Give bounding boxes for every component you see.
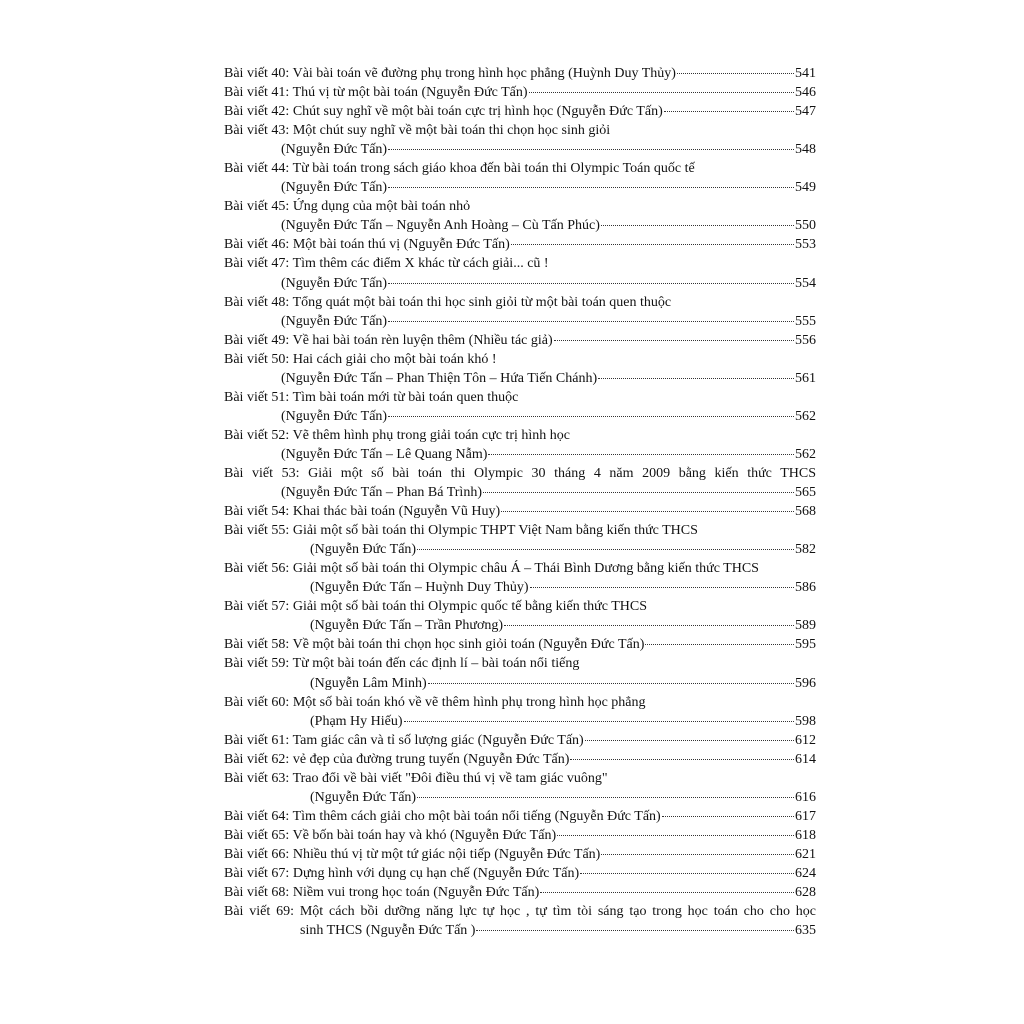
dot-leader (511, 244, 794, 245)
toc-entry[interactable] (224, 826, 816, 845)
toc-entry[interactable] (224, 731, 816, 750)
entry-label: Bài viết 67: (224, 865, 290, 881)
entry-label: Bài viết 60: (224, 694, 290, 710)
entry-label: Bài viết 56: (224, 561, 290, 577)
table-of-contents (224, 64, 816, 940)
entry-title: Giải một số bài toán thi Olympic THPT Việt Nam bằng kiến thức THCS (292, 523, 698, 539)
toc-entry-continuation (224, 407, 816, 426)
entry-title: Giải một số bài toán thi Olympic quốc tế bằng kiến thức THCS (292, 599, 647, 615)
page-number: 547 (795, 104, 816, 120)
entry-label: Bài viết 59: (224, 656, 290, 672)
dot-leader (645, 644, 794, 645)
dot-leader (530, 587, 794, 588)
entry-authors: (Nguyễn Đức Tấn) (310, 542, 417, 558)
page-number: 618 (795, 827, 816, 843)
toc-entry-continuation (224, 921, 816, 940)
toc-entry-line (224, 235, 816, 254)
entry-label: Bài viết 66: (224, 846, 290, 862)
entry-label: Bài viết 47: (224, 256, 290, 272)
dot-leader (662, 816, 794, 817)
page-number: 562 (795, 408, 816, 424)
dot-leader (580, 873, 794, 874)
toc-entry-line (224, 83, 816, 102)
toc-entry-line (224, 559, 816, 578)
toc-entry-line (224, 769, 816, 788)
entry-title: Về bốn bài toán hay và khó (Nguyễn Đức Tấn) (292, 827, 557, 843)
toc-entry-line (224, 121, 816, 140)
toc-entry-continuation (224, 312, 816, 331)
toc-entry-line (224, 331, 816, 350)
page-number: 612 (795, 732, 816, 748)
entry-label: Bài viết 62: (224, 751, 290, 767)
toc-entry-heading (224, 559, 759, 578)
page-number: 541 (795, 66, 816, 81)
entry-authors: (Nguyễn Đức Tấn) (281, 408, 388, 424)
entry-title: Vẽ thêm hình phụ trong giải toán cực trị hình học (292, 427, 570, 443)
toc-entry-line (224, 902, 816, 921)
toc-entry-continuation (224, 216, 816, 235)
toc-entry-heading (224, 845, 600, 864)
entry-title: Trao đổi về bài viết "Đôi điều thú vị về tam giác vuông" (292, 770, 608, 786)
entry-title: Một bài toán thú vị (Nguyễn Đức Tấn) (292, 237, 510, 253)
toc-entry[interactable] (224, 845, 816, 864)
toc-entry-heading (224, 826, 556, 845)
toc-entry-heading (224, 235, 510, 254)
entry-authors: (Nguyễn Đức Tấn) (281, 313, 388, 329)
dot-leader (483, 492, 794, 493)
toc-entry-heading (224, 426, 570, 445)
toc-entry-line (224, 426, 816, 445)
toc-entry[interactable] (224, 750, 816, 769)
dot-leader (428, 683, 794, 684)
entry-label: Bài viết 51: (224, 389, 290, 405)
entry-title: Khai thác bài toán (Nguyễn Vũ Huy) (292, 504, 501, 520)
page-number: 548 (795, 142, 816, 158)
toc-entry-line (224, 826, 816, 845)
toc-entry-heading (224, 331, 553, 350)
entry-title: Thú vị từ một bài toán (Nguyễn Đức Tấn) (292, 85, 528, 101)
toc-entry-line (224, 883, 816, 902)
dot-leader (554, 340, 794, 341)
toc-entry[interactable] (224, 64, 816, 83)
entry-authors: (Nguyễn Đức Tấn) (281, 142, 388, 158)
toc-entry-heading (224, 731, 584, 750)
entry-title: Một chút suy nghĩ về một bài toán thi chọn học sinh giỏi (292, 123, 611, 139)
entry-title: Tổng quát một bài toán thi học sinh giỏi từ một bài toán quen thuộc (292, 294, 672, 310)
entry-authors: (Nguyễn Đức Tấn) (281, 275, 388, 291)
entry-authors: (Nguyễn Đức Tấn – Huỳnh Duy Thủy) (310, 580, 529, 596)
entry-title: Giải một số bài toán thi Olympic 30 tháng 4 năm 2009 bằng kiến thức THCS (308, 465, 817, 481)
entry-title: Về một bài toán thi chọn học sinh giỏi toán (Nguyễn Đức Tấn) (292, 637, 645, 653)
entry-authors: sinh THCS (Nguyễn Đức Tấn ) (300, 923, 476, 939)
toc-entry[interactable] (224, 331, 816, 350)
entry-title: Vài bài toán vẽ đường phụ trong hình học phẳng (Huỳnh Duy Thủy) (292, 66, 676, 81)
page-number: 550 (795, 218, 816, 234)
page-number: 568 (795, 504, 816, 520)
toc-entry[interactable] (224, 159, 816, 197)
toc-entry-line (224, 388, 816, 407)
toc-entry-line (224, 654, 816, 673)
toc-entry[interactable] (224, 254, 816, 292)
entry-authors: (Nguyễn Đức Tấn – Lê Quang Nẫm) (281, 446, 488, 462)
entry-title: Về hai bài toán rèn luyện thêm (Nhiều tác giả) (292, 332, 553, 348)
toc-entry-heading (224, 102, 663, 121)
toc-entry[interactable] (224, 197, 816, 235)
toc-entry-line (224, 159, 816, 178)
entry-label: Bài viết 41: (224, 85, 290, 101)
page-number: 565 (795, 485, 816, 501)
toc-entry[interactable] (224, 426, 816, 464)
toc-entry-line (224, 502, 816, 521)
entry-label: Bài viết 45: (224, 199, 290, 215)
entry-title: Một cách bồi dưỡng năng lực tự học , tự tìm tòi sáng tạo trong học toán cho cho học (299, 904, 816, 920)
entry-title: Hai cách giải cho một bài toán khó ! (292, 351, 497, 367)
entry-title: Ứng dụng của một bài toán nhỏ (292, 199, 471, 215)
entry-label: Bài viết 42: (224, 104, 290, 120)
dot-leader (488, 454, 794, 455)
toc-entry-line (224, 635, 816, 654)
entry-label: Bài viết 52: (224, 427, 290, 443)
entry-title: Dựng hình với dụng cụ hạn chế (Nguyễn Đức Tấn) (292, 865, 580, 881)
toc-entry-heading (224, 597, 647, 616)
page-number: 621 (795, 846, 816, 862)
page-number: 554 (795, 275, 816, 291)
dot-leader (570, 759, 794, 760)
dot-leader (388, 321, 794, 322)
entry-authors: (Nguyễn Đức Tấn – Trần Phương) (310, 618, 504, 634)
entry-label: Bài viết 61: (224, 732, 290, 748)
toc-entry-line (224, 750, 816, 769)
dot-leader (404, 721, 794, 722)
toc-entry-heading (224, 388, 518, 407)
toc-entry-heading (224, 293, 671, 312)
entry-label: Bài viết 68: (224, 885, 290, 901)
page-number: 628 (795, 885, 816, 901)
toc-entry-continuation (224, 140, 816, 159)
toc-entry-line (224, 845, 816, 864)
entry-label: Bài viết 65: (224, 827, 290, 843)
toc-entry-line (224, 693, 816, 712)
toc-entry-heading (224, 64, 676, 83)
entry-label: Bài viết 54: (224, 504, 290, 520)
toc-entry-continuation (224, 674, 816, 693)
dot-leader (388, 283, 794, 284)
page-number: 556 (795, 332, 816, 348)
toc-entry[interactable] (224, 864, 816, 883)
toc-entry[interactable] (224, 635, 816, 654)
entry-label: Bài viết 57: (224, 599, 290, 615)
dot-leader (388, 187, 794, 188)
toc-entry-heading (224, 902, 816, 921)
toc-entry[interactable] (224, 235, 816, 254)
toc-entry-line (224, 807, 816, 826)
page-number: 598 (795, 713, 816, 729)
entry-label: Bài viết 46: (224, 237, 290, 253)
dot-leader (529, 92, 794, 93)
toc-entry-continuation (224, 788, 816, 807)
entry-title: Tam giác cân và tỉ số lượng giác (Nguyễn Đức Tấn) (292, 732, 584, 748)
toc-entry-line (224, 102, 816, 121)
toc-entry[interactable] (224, 902, 816, 940)
toc-entry-heading (224, 83, 528, 102)
entry-label: Bài viết 50: (224, 351, 290, 367)
toc-entry[interactable] (224, 102, 816, 121)
entry-label: Bài viết 40: (224, 66, 290, 81)
toc-entry-line (224, 731, 816, 750)
toc-entry[interactable] (224, 597, 816, 635)
toc-entry-heading (224, 807, 661, 826)
toc-entry-continuation (224, 369, 816, 388)
toc-entry-heading (224, 693, 646, 712)
toc-entry-line (224, 293, 816, 312)
toc-entry[interactable] (224, 83, 816, 102)
toc-entry-heading (224, 883, 539, 902)
entry-title: Giải một số bài toán thi Olympic châu Á – Thái Bình Dương bằng kiến thức THCS (292, 561, 759, 577)
entry-label: Bài viết 64: (224, 808, 290, 824)
toc-entry-heading (224, 121, 610, 140)
toc-entry-continuation (224, 578, 816, 597)
toc-entry[interactable] (224, 388, 816, 426)
toc-entry-line (224, 597, 816, 616)
page-number: 546 (795, 85, 816, 101)
page-number: 617 (795, 808, 816, 824)
toc-entry[interactable] (224, 350, 816, 388)
entry-authors: (Nguyễn Đức Tấn – Phan Thiện Tôn – Hứa Tiến Chánh) (281, 370, 598, 386)
toc-entry-continuation (224, 540, 816, 559)
toc-entry-heading (224, 197, 470, 216)
toc-entry-heading (224, 750, 569, 769)
entry-title: Từ bài toán trong sách giáo khoa đến bài toán thi Olympic Toán quốc tế (292, 161, 695, 177)
dot-leader (598, 378, 794, 379)
dot-leader (476, 930, 794, 931)
toc-entry[interactable] (224, 654, 816, 692)
toc-entry[interactable] (224, 464, 816, 502)
dot-leader (388, 416, 794, 417)
entry-label: Bài viết 63: (224, 770, 290, 786)
entry-authors: (Nguyễn Đức Tấn – Phan Bá Trình) (281, 485, 482, 501)
toc-entry-heading (224, 502, 500, 521)
page-number: 549 (795, 180, 816, 196)
entry-authors: (Nguyễn Lâm Minh) (310, 675, 427, 691)
dot-leader (417, 549, 794, 550)
toc-entry-continuation (224, 178, 816, 197)
page-number: 624 (795, 865, 816, 881)
entry-title: Chút suy nghĩ về một bài toán cực trị hình học (Nguyễn Đức Tấn) (292, 104, 663, 120)
entry-title: vẻ đẹp của đường trung tuyến (Nguyễn Đức Tấn) (292, 751, 570, 767)
entry-label: Bài viết 55: (224, 523, 290, 539)
entry-label: Bài viết 43: (224, 123, 290, 139)
entry-authors: (Nguyễn Đức Tấn) (281, 180, 388, 196)
toc-entry-heading (224, 464, 816, 483)
toc-entry[interactable] (224, 293, 816, 331)
entry-authors: (Nguyễn Đức Tấn) (310, 789, 417, 805)
toc-entry[interactable] (224, 121, 816, 159)
toc-entry-line (224, 521, 816, 540)
dot-leader (388, 149, 794, 150)
dot-leader (504, 625, 794, 626)
dot-leader (601, 854, 794, 855)
entry-title: Nhiều thú vị từ một tứ giác nội tiếp (Nguyễn Đức Tấn) (292, 846, 601, 862)
entry-label: Bài viết 44: (224, 161, 290, 177)
page-number: 595 (795, 637, 816, 653)
entry-label: Bài viết 49: (224, 332, 290, 348)
toc-entry-heading (224, 254, 549, 273)
entry-title: Từ một bài toán đến các định lí – bài toán nổi tiếng (292, 656, 580, 672)
toc-entry[interactable] (224, 883, 816, 902)
toc-entry-line (224, 864, 816, 883)
dot-leader (417, 797, 794, 798)
page-number: 582 (795, 542, 816, 558)
page-number: 553 (795, 237, 816, 253)
page-number: 635 (795, 923, 816, 939)
entry-title: Một số bài toán khó về vẽ thêm hình phụ trong hình học phẳng (292, 694, 646, 710)
entry-label: Bài viết 58: (224, 637, 290, 653)
entry-label: Bài viết 69: (224, 904, 295, 920)
toc-entry-continuation (224, 274, 816, 293)
dot-leader (601, 225, 794, 226)
toc-entry-heading (224, 350, 497, 369)
toc-entry[interactable] (224, 521, 816, 559)
toc-entry-heading (224, 769, 608, 788)
dot-leader (501, 511, 794, 512)
page-number: 562 (795, 446, 816, 462)
toc-entry-line (224, 350, 816, 369)
dot-leader (664, 111, 794, 112)
toc-entry[interactable] (224, 559, 816, 597)
toc-entry-continuation (224, 483, 816, 502)
page-number: 616 (795, 789, 816, 805)
toc-entry-heading (224, 159, 695, 178)
page-number: 561 (795, 370, 816, 386)
page-number: 586 (795, 580, 816, 596)
entry-label: Bài viết 53: (224, 465, 300, 481)
page-number: 596 (795, 675, 816, 691)
page-number: 555 (795, 313, 816, 329)
toc-entry[interactable] (224, 769, 816, 807)
toc-entry-heading (224, 864, 579, 883)
toc-entry-heading (224, 521, 698, 540)
toc-entry-continuation (224, 616, 816, 635)
entry-label: Bài viết 48: (224, 294, 290, 310)
toc-entry-line (224, 64, 816, 83)
toc-entry-line (224, 464, 816, 483)
entry-title: Tìm thêm cách giải cho một bài toán nổi tiếng (Nguyễn Đức Tấn) (292, 808, 661, 824)
entry-title: Tìm thêm các điểm X khác từ cách giải... cũ ! (292, 256, 549, 272)
entry-authors: (Nguyễn Đức Tấn – Nguyễn Anh Hoàng – Cù Tấn Phúc) (281, 218, 600, 234)
dot-leader (585, 740, 794, 741)
toc-entry-continuation (224, 712, 816, 731)
toc-entry[interactable] (224, 502, 816, 521)
toc-entry[interactable] (224, 693, 816, 731)
toc-entry-heading (224, 654, 579, 673)
dot-leader (557, 835, 794, 836)
page-number: 614 (795, 751, 816, 767)
toc-entry-continuation (224, 445, 816, 464)
page-number: 589 (795, 618, 816, 634)
toc-entry-heading (224, 635, 644, 654)
entry-authors: (Phạm Hy Hiếu) (310, 713, 403, 729)
toc-entry-line (224, 197, 816, 216)
entry-title: Tìm bài toán mới từ bài toán quen thuộc (292, 389, 519, 405)
toc-entry[interactable] (224, 807, 816, 826)
toc-entry-line (224, 254, 816, 273)
dot-leader (677, 73, 794, 74)
dot-leader (540, 892, 794, 893)
entry-title: Niềm vui trong học toán (Nguyễn Đức Tấn) (292, 885, 540, 901)
